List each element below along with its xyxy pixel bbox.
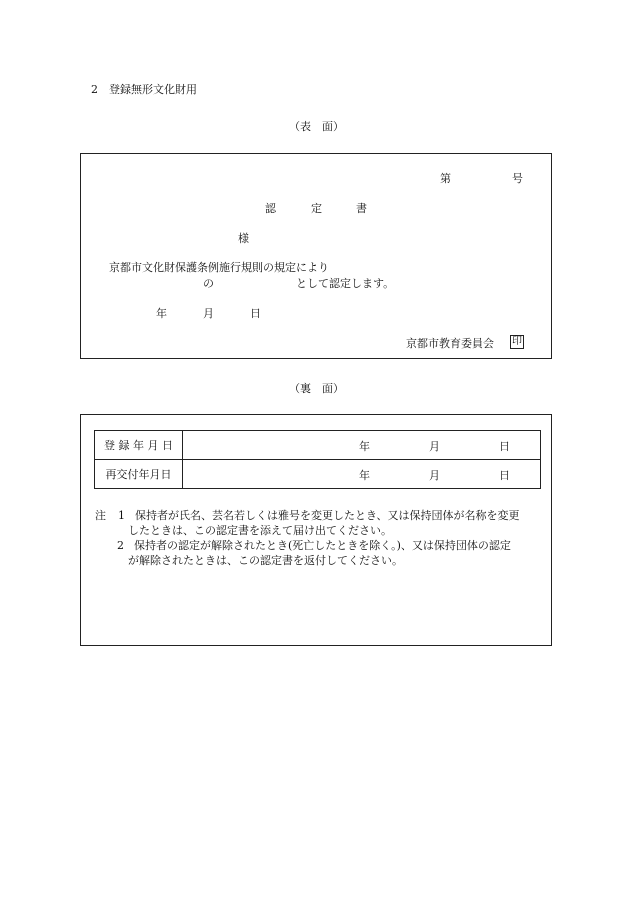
registration-date-value <box>183 431 541 460</box>
reissue-date-value <box>183 460 541 489</box>
row-month: 月 <box>429 440 440 453</box>
table-row <box>95 431 541 460</box>
certificate-front-box <box>80 153 552 359</box>
note-number: 1 <box>118 509 125 522</box>
body-line-2-rest: として認定します。 <box>296 277 395 290</box>
number-go: 号 <box>512 172 523 185</box>
front-caption: （表 面） <box>289 120 344 133</box>
notes-block <box>95 508 555 568</box>
body-line-1: 京都市文化財保護条例施行規則の規定により <box>109 261 329 274</box>
registration-date-label: 登 録 年 月 日 <box>95 431 183 460</box>
row-year: 年 <box>359 440 370 453</box>
certificate-title-char-3: 書 <box>356 202 367 215</box>
note-1-line-1 <box>95 508 555 523</box>
number-dai: 第 <box>440 172 451 185</box>
issuer: 京都市教育委員会 <box>406 337 494 350</box>
back-caption: （裏 面） <box>289 382 344 395</box>
row-day: 日 <box>499 440 510 453</box>
date-year: 年 <box>156 307 167 320</box>
note-2-line-2: が解除されたときは、この認定書を返付してください。 <box>128 554 403 567</box>
reissue-date-label: 再交付年月日 <box>95 460 183 489</box>
note-2-line-1 <box>95 538 555 553</box>
certificate-title-char-2: 定 <box>311 202 322 215</box>
note-text: 保持者の認定が解除されたとき(死亡したときを除く。)、又は保持団体の認定 <box>134 539 511 552</box>
seal-stamp: 印 <box>512 336 522 347</box>
recipient-suffix: 様 <box>238 232 249 245</box>
date-day: 日 <box>250 307 261 320</box>
body-line-2-no: の <box>203 277 214 290</box>
certificate-title-char-1: 認 <box>265 202 276 215</box>
row-month: 月 <box>429 469 440 482</box>
date-month: 月 <box>203 307 214 320</box>
registration-table <box>94 430 541 489</box>
notes-prefix: 注 <box>95 509 106 522</box>
section-heading: 2 登録無形文化財用 <box>91 83 197 96</box>
note-text: 保持者が氏名、芸名若しくは雅号を変更したとき、又は保持団体が名称を変更 <box>135 509 520 522</box>
row-year: 年 <box>359 469 370 482</box>
table-row <box>95 460 541 489</box>
row-day: 日 <box>499 469 510 482</box>
note-number: 2 <box>117 539 124 552</box>
note-1-line-2: したときは、この認定書を添えて届け出てください。 <box>128 524 392 537</box>
